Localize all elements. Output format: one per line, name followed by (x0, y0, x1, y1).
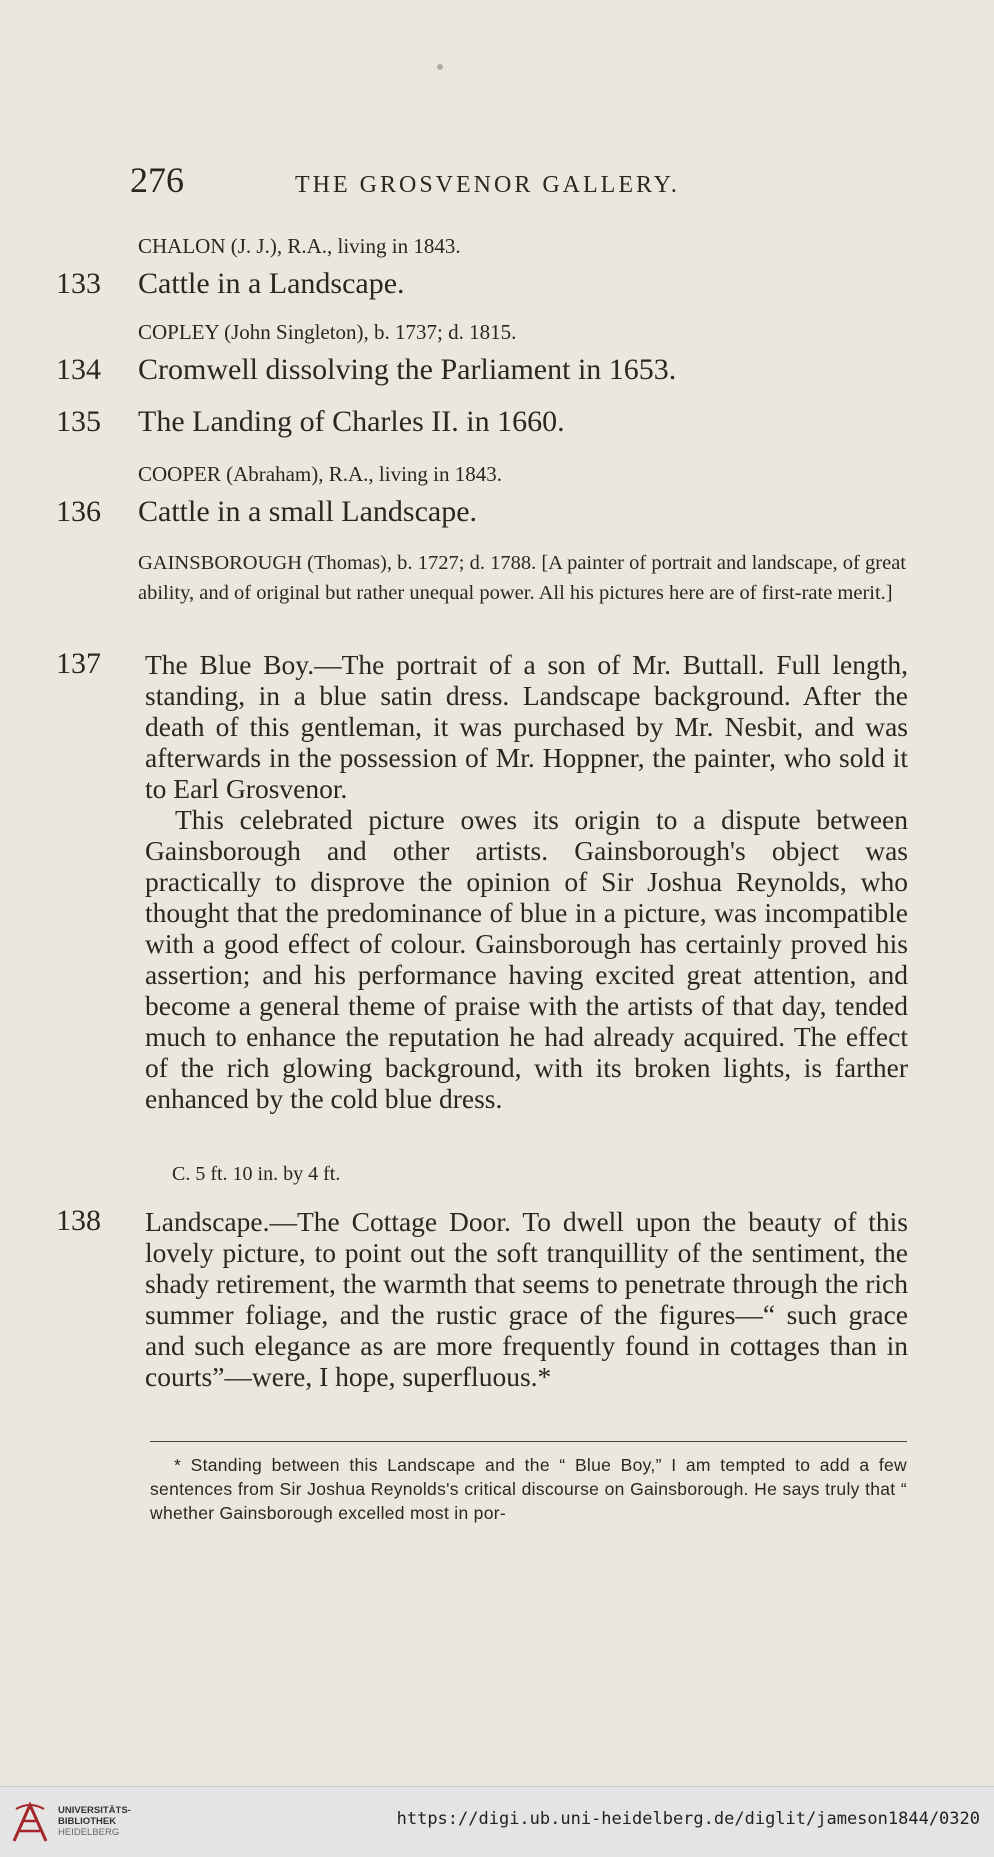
viewer-footer (0, 1786, 994, 1857)
permalink-url[interactable]: https://digi.ub.uni-heidelberg.de/diglit/jameson1844/0320 (396, 1809, 980, 1829)
artist-note-gainsborough: GAINSBOROUGH (Thomas), b. 1727; d. 1788. [A painter of portrait and landscape, of great ability, and of original but rather unequal power. All his pictures here are of first-rate merit.] (138, 552, 906, 604)
entry-137-text (145, 649, 908, 1114)
institution-line-3: HEIDELBERG (58, 1827, 120, 1838)
catalogue-number-135: 135 (56, 405, 101, 438)
institution-name (58, 1805, 131, 1838)
entry-137-paragraph-1: The Blue Boy.—The portrait of a son of Mr. Buttall. Full length, standing, in a blue satin dress. Landscape background. After the death of this gentleman, it was purchased by Mr. Nesbit, and was afterwards in the possession of Mr. Hoppner, the painter, who sold it to Earl Grosvenor. (145, 649, 908, 804)
catalogue-number-137: 137 (56, 647, 101, 680)
entry-138-text (145, 1206, 908, 1392)
artist-heading-chalon: CHALON (J. J.), R.A., living in 1843. (138, 234, 461, 258)
page-header (130, 160, 730, 208)
institution-line-2: BIBLIOTHEK (58, 1816, 117, 1827)
institution-line-1: UNIVERSITÄTS- (58, 1805, 131, 1816)
entry-137-dimensions: C. 5 ft. 10 in. by 4 ft. (172, 1163, 341, 1185)
artist-heading-copley: COPLEY (John Singleton), b. 1737; d. 1815. (138, 320, 517, 344)
page-speck (437, 64, 443, 70)
footnote-text: * Standing between this Landscape and the “ Blue Boy,” I am tempted to add a few sentences from Sir Joshua Reynolds's critical discourse on Gainsborough. He says truly that “ whether Gainsborough excelled most in por- (150, 1455, 907, 1523)
entry-138-paragraph: Landscape.—The Cottage Door. To dwell upon the beauty of this lovely picture, to point out the soft tranquillity of the sentiment, the shady retirement, the warmth that seems to penetrate through the rich summer foliage, and the rustic grace of the figures—“ such grace and such elegance as are more frequently found in cottages than in courts”—were, I hope, superfluous.* (145, 1206, 908, 1392)
painting-title-136: Cattle in a small Landscape. (138, 495, 478, 528)
catalogue-number-134: 134 (56, 353, 101, 386)
painting-title-134: Cromwell dissolving the Parliament in 1653. (138, 353, 677, 386)
painting-title-135: The Landing of Charles II. in 1660. (138, 405, 565, 438)
running-title: THE GROSVENOR GALLERY. (295, 172, 680, 198)
artist-heading-cooper: COOPER (Abraham), R.A., living in 1843. (138, 462, 502, 486)
catalogue-number-133: 133 (56, 267, 101, 300)
footnote-rule (150, 1441, 907, 1442)
catalogue-number-136: 136 (56, 495, 101, 528)
entry-137-paragraph-2: This celebrated picture owes its origin to a dispute between Gainsborough and other artists. Gainsborough's object was practically to disprove the opinion of Sir Joshua Reynolds, who thought that the predominance of blue in a picture, was incompatible with a good effect of colour. Gainsborough has certainly proved his assertion; and his performance having excited great attention, and become a general theme of praise with the artists of that day, tended much to enhance the reputation he had already acquired. The effect of the rich glowing background, with its broken lights, is farther enhanced by the cold blue dress. (145, 804, 908, 1114)
catalogue-number-138: 138 (56, 1204, 101, 1237)
footnote (150, 1453, 907, 1525)
painting-title-133: Cattle in a Landscape. (138, 267, 405, 300)
page-number: 276 (130, 160, 184, 200)
university-library-logo-icon (10, 1801, 50, 1845)
